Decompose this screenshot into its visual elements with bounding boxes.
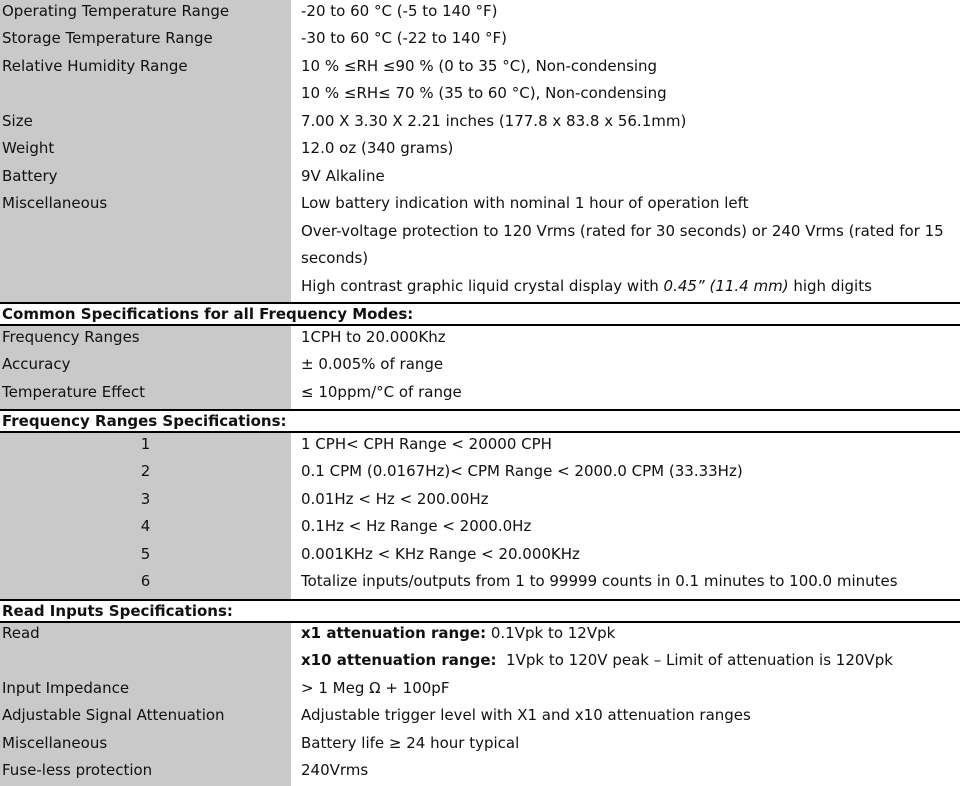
range-row-4 <box>0 513 960 541</box>
range-number: 3 <box>140 490 151 508</box>
spec-row-miscellaneous <box>0 190 960 218</box>
spec-label: Weight <box>2 139 55 157</box>
spec-value: 240Vrms <box>301 761 369 779</box>
range-row-2 <box>0 458 960 486</box>
spec-label: Input Impedance <box>2 679 130 697</box>
spec-row-signal-attenuation <box>0 702 960 730</box>
range-row-3 <box>0 486 960 514</box>
spec-value: 12.0 oz (340 grams) <box>301 139 454 157</box>
spec-label: Fuse-less protection <box>2 761 153 779</box>
spec-value: Adjustable trigger level with X1 and x10 attenuation ranges <box>301 706 751 724</box>
spec-value: 1CPH to 20.000Khz <box>301 328 446 346</box>
range-row-6 <box>0 568 960 596</box>
spec-row-size <box>0 108 960 136</box>
range-number: 1 <box>140 435 151 453</box>
range-value: 0.1 CPM (0.0167Hz)< CPM Range < 2000.0 CPM (33.33Hz) <box>301 462 743 480</box>
spec-row-temperature-effect <box>0 379 960 407</box>
spec-value <box>301 620 615 648</box>
spec-row-fuse-less <box>0 757 960 785</box>
spec-label: Frequency Ranges <box>2 328 140 346</box>
spec-row-miscellaneous-2b <box>0 245 960 273</box>
range-number: 6 <box>140 572 151 590</box>
spec-row-read <box>0 620 960 648</box>
spec-value: -20 to 60 °C (-5 to 140 °F) <box>301 2 498 20</box>
spec-label: Size <box>2 112 33 130</box>
spec-value: Over-voltage protection to 120 Vrms (rated for 30 seconds) or 240 Vrms (rated for 15 <box>301 222 944 240</box>
spec-row-miscellaneous-3 <box>0 273 960 301</box>
range-value: 0.01Hz < Hz < 200.00Hz <box>301 490 489 508</box>
range-row-5 <box>0 541 960 569</box>
spec-value-text: High contrast graphic liquid crystal display with <box>301 277 664 295</box>
range-value: 0.001KHz < KHz Range < 20.000KHz <box>301 545 580 563</box>
spec-value-emphasis: 0.45” (11.4 mm) <box>663 277 789 295</box>
spec-value-text: high digits <box>788 277 872 295</box>
spec-value <box>301 273 872 301</box>
spec-value: -30 to 60 °C (-22 to 140 °F) <box>301 29 508 47</box>
spec-row-accuracy <box>0 351 960 379</box>
spec-value-text: 0.1Vpk to 12Vpk <box>486 624 616 642</box>
section-title: Read Inputs Specifications: <box>2 602 233 620</box>
spec-label: Temperature Effect <box>2 383 145 401</box>
spec-value: 10 % ≤RH≤ 70 % (35 to 60 °C), Non-condensing <box>301 84 667 102</box>
section-header-ranges <box>0 409 960 433</box>
spec-label: Accuracy <box>2 355 71 373</box>
spec-value: 9V Alkaline <box>301 167 385 185</box>
spec-value: Battery life ≥ 24 hour typical <box>301 734 520 752</box>
spec-row-humidity-2 <box>0 80 960 108</box>
section-title: Common Specifications for all Frequency Modes: <box>2 305 414 323</box>
range-number: 4 <box>140 517 151 535</box>
range-value: 1 CPH< CPH Range < 20000 CPH <box>301 435 552 453</box>
spec-label: Storage Temperature Range <box>2 29 213 47</box>
spec-row-weight <box>0 135 960 163</box>
range-value: 0.1Hz < Hz Range < 2000.0Hz <box>301 517 532 535</box>
spec-value: ≤ 10ppm/°C of range <box>301 383 462 401</box>
range-value: Totalize inputs/outputs from 1 to 99999 counts in 0.1 minutes to 100.0 minutes <box>301 572 898 590</box>
spec-row-battery <box>0 163 960 191</box>
spec-value-bold: x10 attenuation range: <box>301 651 497 669</box>
spec-row-miscellaneous-2 <box>0 218 960 246</box>
spec-value: seconds) <box>301 249 369 267</box>
spec-value: ± 0.005% of range <box>301 355 444 373</box>
spec-label: Miscellaneous <box>2 194 108 212</box>
spec-label: Battery <box>2 167 58 185</box>
spec-row-frequency-ranges <box>0 324 960 352</box>
section-title: Frequency Ranges Specifications: <box>2 412 287 430</box>
spec-label: Operating Temperature Range <box>2 2 230 20</box>
spec-value: Low battery indication with nominal 1 hour of operation left <box>301 194 749 212</box>
section-header-common <box>0 302 960 326</box>
spec-row-operating-temperature <box>0 0 960 26</box>
range-number: 5 <box>140 545 151 563</box>
spec-value: > 1 Meg Ω + 100pF <box>301 679 450 697</box>
spec-label: Adjustable Signal Attenuation <box>2 706 225 724</box>
spec-row-storage-temperature <box>0 25 960 53</box>
spec-label: Read <box>2 624 40 642</box>
spec-row-input-impedance <box>0 675 960 703</box>
spec-row-read-miscellaneous <box>0 730 960 758</box>
spec-value-bold: x1 attenuation range: <box>301 624 487 642</box>
spec-value: 7.00 X 3.30 X 2.21 inches (177.8 x 83.8 x 56.1mm) <box>301 112 687 130</box>
spec-label: Relative Humidity Range <box>2 57 188 75</box>
spec-value <box>301 647 893 675</box>
range-row-1 <box>0 431 960 459</box>
range-number: 2 <box>140 462 151 480</box>
spec-value: 10 % ≤RH ≤90 % (0 to 35 °C), Non-condensing <box>301 57 658 75</box>
spec-label: Miscellaneous <box>2 734 108 752</box>
spec-row-humidity <box>0 53 960 81</box>
spec-value-text: 1Vpk to 120V peak – Limit of attenuation is 120Vpk <box>496 651 893 669</box>
spec-row-read-2 <box>0 647 960 675</box>
